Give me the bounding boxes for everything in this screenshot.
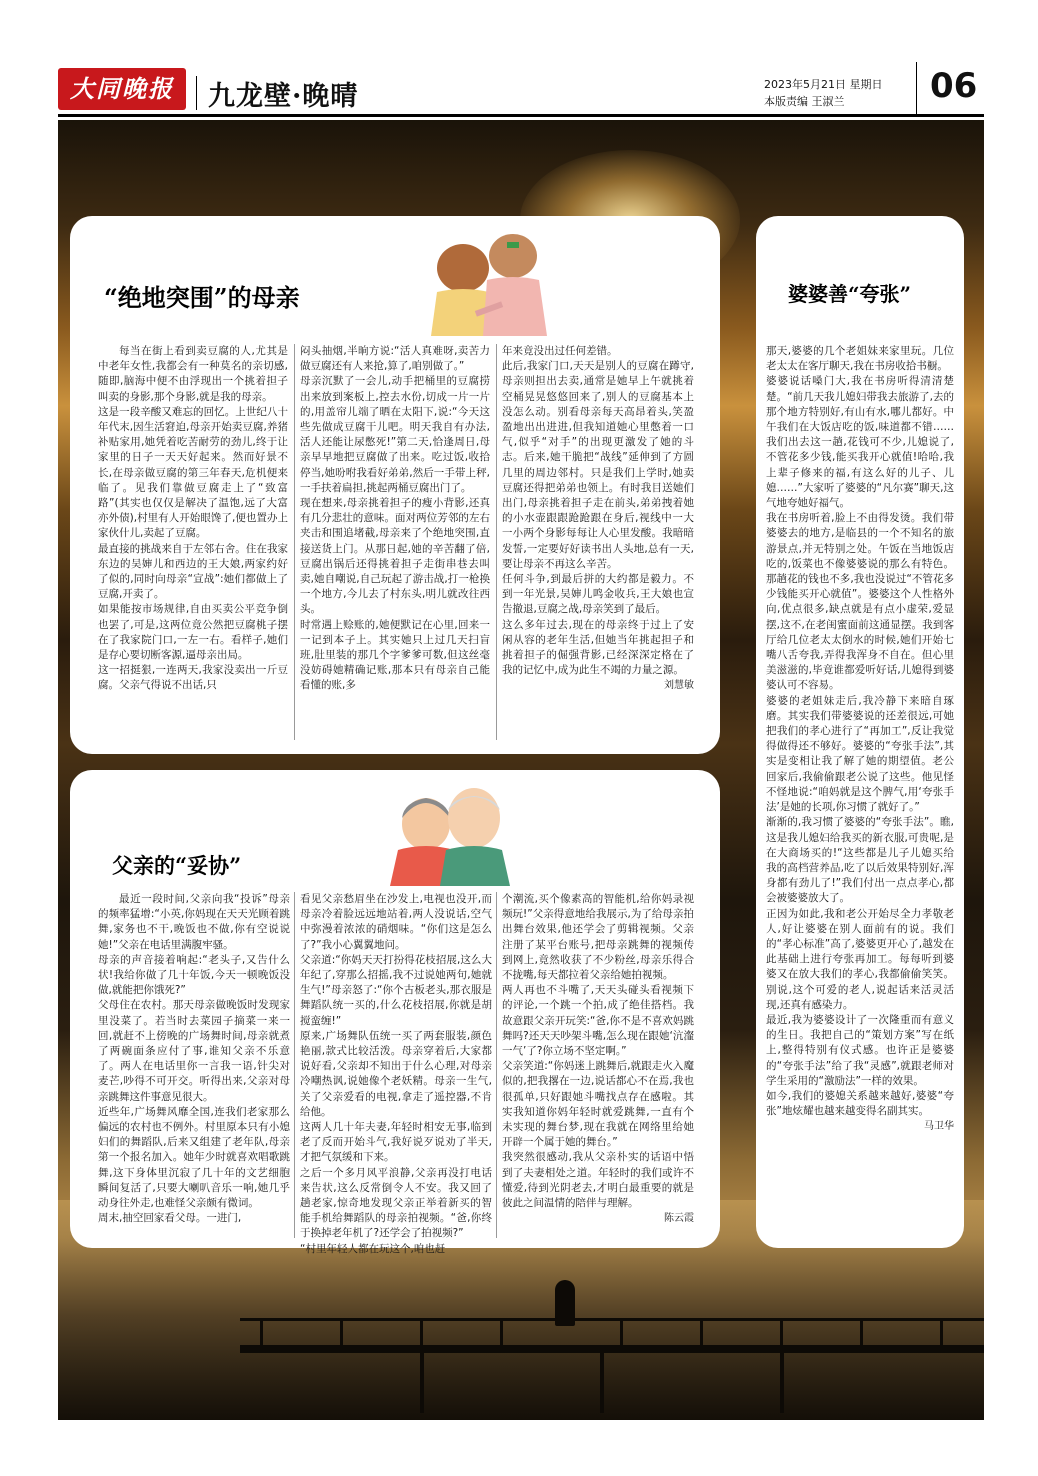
header-rule — [58, 114, 984, 117]
pier-railing — [240, 1318, 984, 1321]
article-column — [502, 892, 694, 1226]
section-title: 九龙壁·晚晴 — [208, 81, 359, 112]
article-column — [98, 344, 288, 694]
article-text: 年来竟没出过任何差错。 此后,我家门口,天天是别人的豆腐在蹲守,母亲则担出去卖,通常是她早上午就挑着空桶晃晃悠悠回来了,别人的豆腐基本上没怎么动。别看母亲每天高昂着头,笑盈盈地出出进进,但我知道她心里憋着一口气,似乎“对手”的出现更激发了她的斗志。后来,她干脆把“战线”延伸到了方圆几里的周边邻村。只是我们上学时,她卖豆腐还得把弟弟也领上。有时我目送她们出门,母亲挑着担子走在前头,弟弟拽着她的小水壶跟跟跄跄跟在身后,视线中一大一小两个身影每每让人心里发酸。我暗暗发誓,一定要好好读书出人头地,总有一天,要让母亲不再这么辛苦。 任何斗争,到最后拼的大约都是毅力。不到一年光景,吴婶儿鸣金收兵,王大娘也宣告撤退,豆腐之战,母亲笑到了最后。 这么多年过去,现在的母亲终于过上了安闲从容的老年生活,但她当年挑起担子和挑着担子的倔强背影,已经深深定格在了我的记忆中,成为此生不竭的力量之源。 — [502, 345, 694, 677]
article-author: 马卫华 — [924, 1121, 954, 1133]
column-divider — [294, 344, 295, 740]
pier-leg — [600, 1353, 604, 1413]
article-text: 每当在街上看到卖豆腐的人,尤其是中老年女性,我都会有一种莫名的亲切感,随即,脑海中便不由浮现出一个挑着担子叫卖的身影,那个身影,就是我的母亲。 这是一段辛酸又难忘的回忆。上世纪八十年代末,因生活窘迫,母亲开始卖豆腐,养猪补贴家用,她凭着吃苦耐劳的劲儿,终于让家里的日子一天天好起来。然而好景不长,在母亲做豆腐的第三年春天,危机便来临了。见我们靠做豆腐走上了“致富路”(其实也仅仅是解决了温饱,远了大富亦外债),村里有人开始眼馋了,便也置办上家伙什儿,卖起了豆腐。 最直接的挑战来自于左邻右舍。住在我家东边的吴婶儿和西边的王大娘,两家约好了似的,同时向母亲“宣战”:她们都做上了豆腐,开卖了。 如果能按市场规律,自由买卖公平竞争倒也罢了,可是,这两位竟公然把豆腐桃子摆在了我家院门口,一左一右。看样子,她们是存心要切断客源,逼母亲出局。 这一招挺狠,一连两天,我家没卖出一斤豆腐。父亲气得说不出话,只 — [98, 345, 288, 692]
article-text: 最近一段时间,父亲向我“投诉”母亲的频率猛增:“小英,你妈现在天天光顾着跳舞,家务也不干,晚饭也不做,你有空说说她!”父亲在电话里满腹牢骚。 母亲的声音接着响起:“老头子,又告什么状!我给你做了几十年饭,今天一顿晚饭没做,就能把你饿死?” 父母住在农村。那天母亲做晚饭时发现家里没菜了。若当时去菜园子摘菜一来一回,就赶不上傍晚的广场舞时间,母亲就煮了两碗面条应付了事,谁知父亲不乐意了。两人在电话里你一言我一语,针尖对麦芒,吵得不可开交。听得出来,父亲对母亲跳舞这件事意见很大。 近些年,广场舞风靡全国,连我们老家那么偏远的农村也不例外。村里原本只有小媳妇们的舞蹈队,后来又组建了老年队,母亲第一个报名加入。她年少时就喜欢唱歌跳舞,这下身体里沉寂了几十年的文艺细胞瞬间复活了,只要大喇叭音乐一响,她几乎动身往外走,也难怪父亲颇有微词。 周末,抽空回家看父母。一进门, — [98, 893, 290, 1225]
elderly-couple-illustration — [370, 778, 520, 888]
page-number-divider — [916, 62, 917, 114]
page-number: 06 — [930, 66, 978, 106]
article-title: 父亲的“妥协” — [112, 853, 242, 878]
article-card-father — [70, 770, 720, 1255]
railing-post — [700, 1318, 703, 1348]
newspaper-logo: 大同晚报 — [58, 68, 186, 110]
article-text: 个潮流,买个像素高的智能机,给你妈录视频玩!”父亲得意地给我展示,为了给母亲拍出舞台效果,他还学会了剪辑视频。父亲注册了某平台账号,把母亲跳舞的视频传到网上,竟然收获了不少粉丝,母亲乐得合不拢嘴,每天都拉着父亲给她拍视频。 两人再也不斗嘴了,天天头碰头看视频下的评论,一个跳一个拍,成了绝佳搭档。我故意跟父亲开玩笑:“爸,你不是不喜欢妈跳舞吗?还天天吵架斗嘴,怎么现在跟她‘沆瀣一气’了?你立场不坚定啊。” 父亲笑道:“你妈迷上跳舞后,就跟走火入魔似的,把我撂在一边,说话都心不在焉,我也很孤单,只好跟她斗嘴找点存在感啦。其实我知道你妈年轻时就爱跳舞,一直有个未实现的舞台梦,现在我就在网络里给她开辟一个属于她的舞台。” 我突然很感动,我从父亲朴实的话语中悟到了夫妻相处之道。年轻时的我们或许不懂爱,待到光阴老去,才明白最重要的就是彼此之间温情的陪伴与理解。 — [502, 893, 694, 1210]
pier-leg — [420, 1353, 424, 1413]
masthead — [58, 62, 984, 120]
railing-post — [860, 1318, 863, 1348]
article-author: 刘慧敏 — [664, 680, 694, 692]
pier-leg — [780, 1353, 784, 1413]
article-card-mother — [70, 216, 720, 754]
article-author: 陈云霞 — [664, 1213, 694, 1225]
issue-date: 2023年5月21日 星期日 — [764, 78, 883, 91]
column-divider — [496, 344, 497, 740]
header-divider — [196, 76, 197, 110]
railing-post — [780, 1318, 783, 1348]
railing-post — [420, 1318, 423, 1348]
mother-child-illustration — [415, 226, 555, 341]
article-column — [300, 892, 492, 1257]
standing-person-silhouette — [555, 1280, 575, 1326]
article-title: “绝地突围”的母亲 — [104, 283, 300, 312]
article-column — [766, 344, 954, 1135]
railing-post — [620, 1318, 623, 1348]
railing-post — [940, 1318, 943, 1348]
column-divider — [496, 892, 497, 1238]
page-editor: 本版责编 王淑兰 — [764, 95, 845, 108]
pier-deck — [240, 1345, 984, 1353]
article-text: 看见父亲愁眉坐在沙发上,电视也没开,而母亲冷着脸远远地站着,两人没说话,空气中弥漫着浓浓的硝烟味。“你们这是怎么了?”我小心翼翼地问。 父亲道:“你妈天天打扮得花枝招展,这么大年纪了,穿那么招摇,我不过说她两句,她就生气!”母亲怒了:“你个古板老头,那衣服是舞蹈队统一买的,什么花枝招展,你就是胡搅蛮缠!” 原来,广场舞队伍统一买了两套服装,颜色艳丽,款式比较活泼。母亲穿着后,大家都说好看,父亲却不知出于什么心理,对母亲冷嘲热讽,说她像个老妖精。母亲一生气,关了父亲爱看的电视,拿走了遥控器,不肯给他。 这两人几十年夫妻,年轻时相安无事,临到老了反而开始斗气,我好说歹说劝了半天,才把气氛缓和下来。 之后一个多月风平浪静,父亲再没打电话来告状,这么反常倒令人不安。我又回了趟老家,惊奇地发现父亲正举着新买的智能手机给舞蹈队的母亲拍视频。“爸,你终于换掉老年机了?还学会了拍视频?” “村里年轻人都在玩这个,咱也赶 — [300, 893, 492, 1255]
article-text: 那天,婆婆的几个老姐妹来家里玩。几位老太太在客厅聊天,我在书房收拾书橱。 婆婆说话嗓门大,我在书房听得清清楚楚。“前几天我儿媳妇带我去旅游了,去的那个地方特别好,有山有水,哪儿都好。中午我们在大饭店吃的饭,味道都不错……我们出去这一趟,花钱可不少,儿媳说了,不管花多少钱,能买我开心就值!哈哈,我上辈子修来的福,有这么好的儿子、儿媳……”大家听了婆婆的“凡尔赛”聊天,这气地夸她好福气。 我在书房听着,脸上不由得发烫。我们带婆婆去的地方,是临县的一个不知名的旅游景点,并无特别之处。午饭在当地饭店吃的,饭菜也不像婆婆说的那么有特色。那趟花的钱也不多,我也没说过“不管花多少钱能买开心就值”。婆婆这个人性格外向,优点很多,缺点就是有点小虚荣,爱显摆,这不,在老闺蜜面前这通显摆。我到客厅给几位老太太倒水的时候,她们开始七嘴八舌夸我,弄得我浑身不自在。但心里美滋滋的,毕竟谁都爱听好话,儿媳得到婆婆认可不容易。 婆婆的老姐妹走后,我冷静下来暗自琢磨。其实我们带婆婆说的还差很远,可她把我们的孝心进行了“再加工”,反让我觉得做得还不够好。婆婆的“夸张手法”,其实是变相让我了解了她的期望值。老公回家后,我偷偷跟老公说了这些。他见怪不怪地说:“咱妈就是这个脾气,用‘夸张手法’是她的长项,你习惯了就好了。” 渐渐的,我习惯了婆婆的“夸张手法”。瞧,这是我儿媳妇给我买的新衣服,可贵呢,是在大商场买的!“这些都是儿子儿媳买给我的高档营养品,吃了以后效果特别好,浑身都有劲儿了!”我们付出一点点孝心,都会被婆婆放大了。 正因为如此,我和老公开始尽全力孝敬老人,好让婆婆在别人面前有的说。我们的“孝心标准”高了,婆婆更开心了,越发在此基础上进行夸张再加工。每每听到婆婆又在放大我们的孝心,我都偷偷笑笑。别说,这个可爱的老人,说起话来活灵活现,还真有感染力。 最近,我为婆婆设计了一次隆重而有意义的生日。我把自己的“策划方案”写在纸上,整得特别有仪式感。也许正是婆婆的“夸张手法”给了我“灵感”,就跟老师对学生采用的“激励法”一样的效果。 如今,我们的婆媳关系越来越好,婆婆“夸张”地炫耀也越来越变得名副其实。 — [766, 345, 954, 1118]
article-title: 婆婆善“夸张” — [788, 282, 912, 306]
railing-post — [260, 1318, 263, 1348]
article-column — [300, 344, 490, 694]
article-column — [98, 892, 290, 1226]
article-column — [502, 344, 694, 694]
article-card-mother-in-law — [756, 216, 964, 1248]
article-text: 闷头抽烟,半晌方说:“活人真难呀,卖苦力做豆腐还有人来抢,算了,咱别做了。” 母亲沉默了一会儿,动手把桶里的豆腐捞出来放到案板上,控去水份,切成一片一片的,用盖帘儿端了晒在太阳下,说:“今天这些先做成豆腐干儿吧。明天我自有办法,活人还能让尿憋死!”第二天,恰逢周日,母亲早早地把豆腐做了出来。吃过饭,收拾停当,她吩咐我看好弟弟,然后一手带上秤,一手扶着扁担,挑起两桶豆腐出门了。 现在想来,母亲挑着担子的瘦小背影,还真有几分悲壮的意味。面对两位芳邻的左右夹击和围追堵截,母亲来了个绝地突围,直接送货上门。从那日起,她的辛苦翻了倍,豆腐出锅后还得挑着担子走街串巷去叫卖,她自嘲说,自己玩起了游击战,打一枪换一个地方,今儿去了村东头,明儿就改往西头。 时常遇上赊账的,她便默记在心里,回来一一记到本子上。其实她只上过几天扫盲班,肚里装的那几个字爹爹可数,但这丝毫没妨碍她精确记账,那本只有母亲自己能看懂的账,多 — [300, 345, 490, 692]
railing-post — [340, 1318, 343, 1348]
railing-post — [500, 1318, 503, 1348]
column-divider — [294, 892, 295, 1238]
